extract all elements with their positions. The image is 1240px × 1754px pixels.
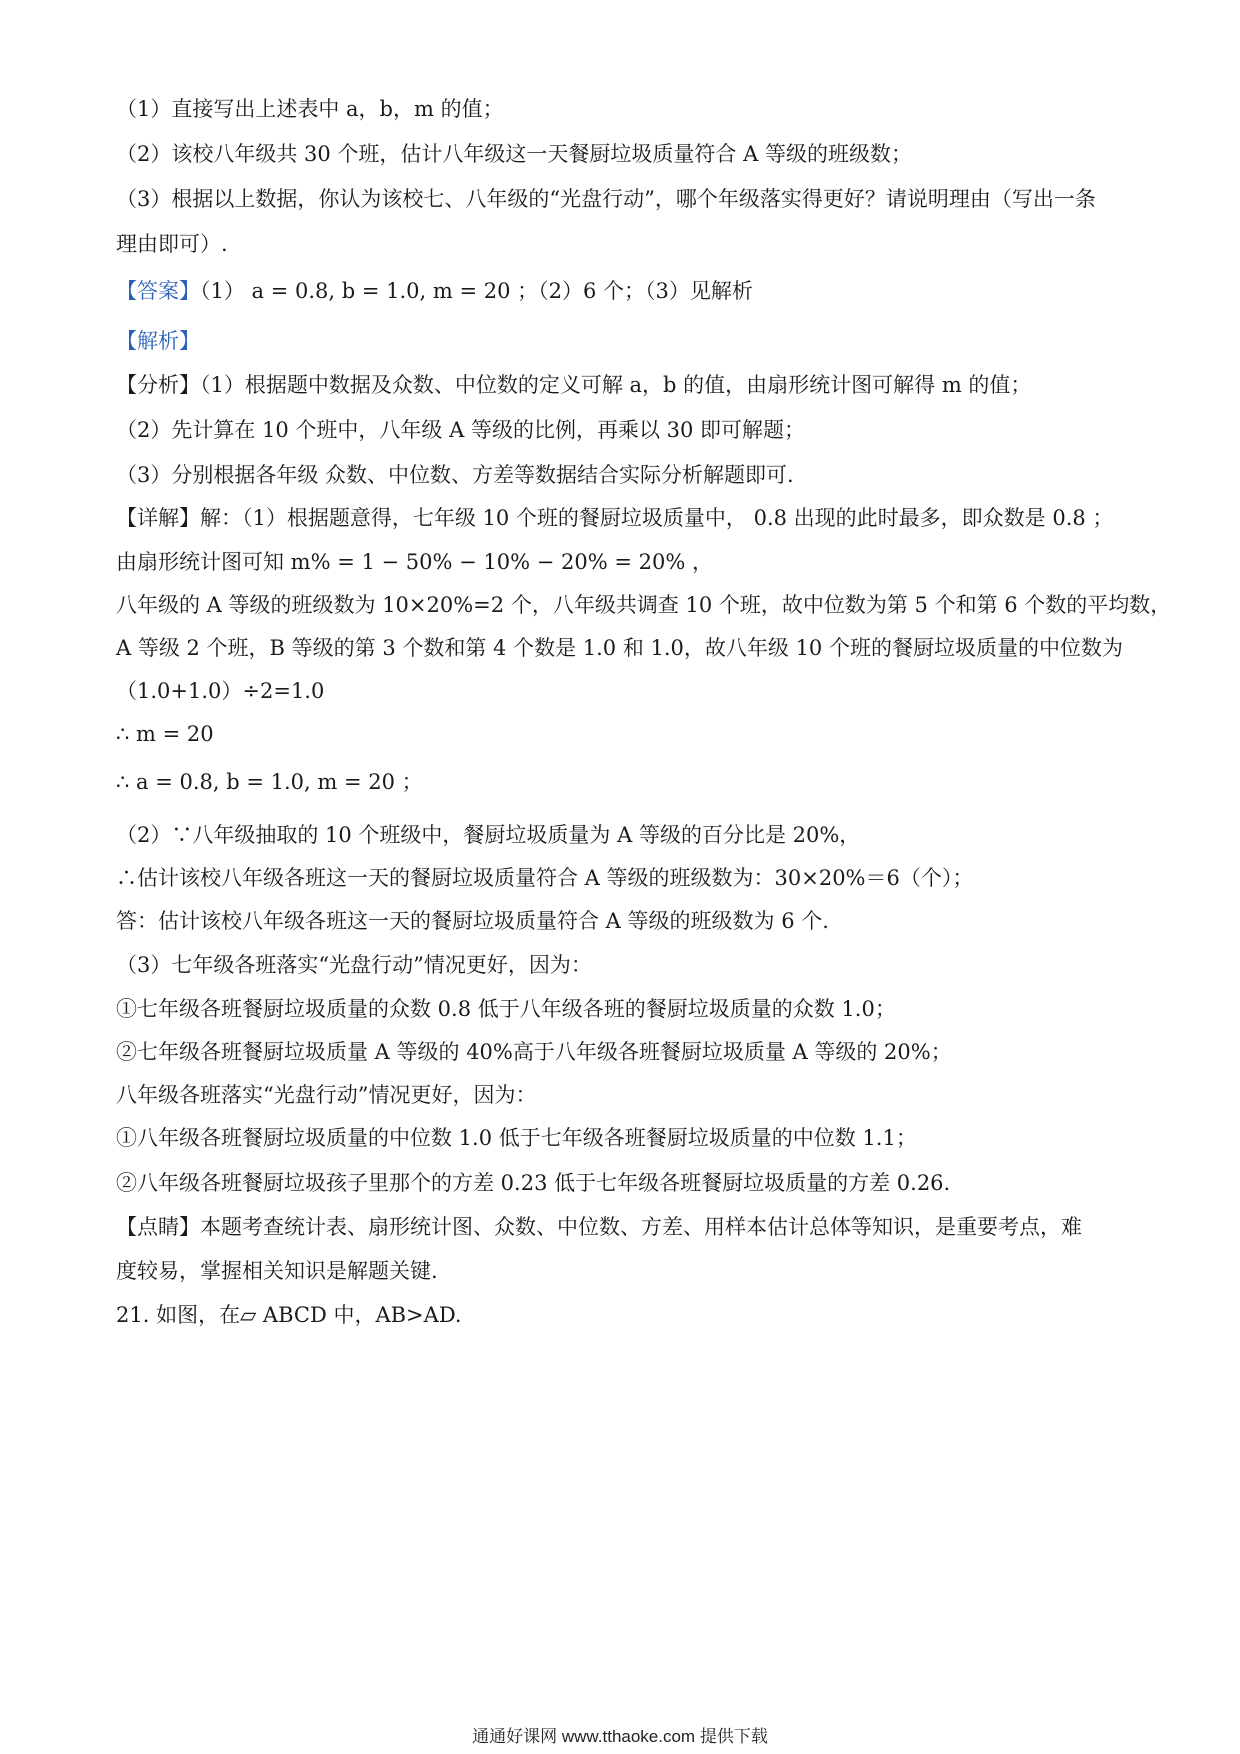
comment-line-2: 度较易，掌握相关知识是解题关键. [116, 1259, 438, 1283]
detail-line-6: ∴ m = 20 [116, 722, 214, 746]
answer-line [116, 276, 1126, 306]
detail-line-10: 答：估计该校八年级各班这一天的餐厨垃圾质量符合 A 等级的班级数为 6 个. [116, 909, 829, 933]
fenxi-tag: 【分析】 [116, 373, 200, 397]
analysis-tag: 【解析】 [116, 329, 200, 353]
question-part-3-cont: 理由即可）. [116, 232, 228, 256]
comment-tag: 【点睛】 [116, 1215, 200, 1239]
detail-line-2: 由扇形统计图可知 m% = 1 − 50% − 10% − 20% = 20% ， [116, 550, 714, 574]
comment-line-1 [116, 1212, 1126, 1242]
fenxi-line-1 [116, 370, 1126, 400]
page-footer: 通通好课网 www.tthaoke.com 提供下载 [472, 1727, 768, 1746]
fenxi-line-2: （2）先计算在 10 个班中，八年级 A 等级的比例，再乘以 30 即可解题； [116, 418, 806, 442]
detail-line-4: A 等级 2 个班，B 等级的第 3 个数和第 4 个数是 1.0 和 1.0，故八年级 10 个班的餐厨垃圾质量的中位数为 [116, 636, 1123, 660]
detail-line-11: （3）七年级各班落实“光盘行动”情况更好，因为： [116, 953, 592, 977]
fenxi-line-3: （3）分别根据各年级 众数、中位数、方差等数据结合实际分析解题即可. [116, 463, 794, 487]
detail-tag: 【详解】 [116, 506, 200, 530]
answer-tag: 【答案】 [116, 279, 200, 303]
detail-line-13: ②七年级各班餐厨垃圾质量 A 等级的 40%高于八年级各班餐厨垃圾质量 A 等级的 20%； [116, 1040, 952, 1064]
detail-line-8: （2）∵八年级抽取的 10 个班级中，餐厨垃圾质量为 A 等级的百分比是 20%， [116, 823, 861, 847]
detail-line-9: ∴估计该校八年级各班这一天的餐厨垃圾质量符合 A 等级的班级数为：30×20%＝6（个）； [116, 866, 974, 890]
detail-line-1 [116, 503, 1126, 533]
question-part-3: （3）根据以上数据，你认为该校七、八年级的“光盘行动”，哪个年级落实得更好？请说明理由（写出一条 [116, 187, 1096, 211]
comment-text: 本题考查统计表、扇形统计图、众数、中位数、方差、用样本估计总体等知识，是重要考点，难 [200, 1215, 1082, 1239]
detail-text: 解：（1）根据题意得，七年级 10 个班的餐厨垃圾质量中， 0.8 出现的此时最多，即众数是 0.8 ； [200, 506, 1114, 530]
answer-text: （1） a = 0.8, b = 1.0, m = 20 ；（2）6 个；（3）见解析 [200, 279, 753, 303]
detail-line-12: ①七年级各班餐厨垃圾质量的众数 0.8 低于八年级各班的餐厨垃圾质量的众数 1.0； [116, 997, 896, 1021]
question-part-2: （2）该校八年级共 30 个班，估计八年级这一天餐厨垃圾质量符合 A 等级的班级数； [116, 142, 912, 166]
fenxi-text: （1）根据题中数据及众数、中位数的定义可解 a，b 的值，由扇形统计图可解得 m 的值； [200, 373, 1032, 397]
detail-line-5: （1.0+1.0）÷2=1.0 [116, 679, 325, 703]
detail-line-7: ∴ a = 0.8, b = 1.0, m = 20 ； [116, 770, 423, 794]
question-part-1: （1）直接写出上述表中 a，b，m 的值； [116, 97, 504, 121]
detail-line-15: ①八年级各班餐厨垃圾质量的中位数 1.0 低于七年级各班餐厨垃圾质量的中位数 1.1； [116, 1126, 917, 1150]
detail-line-3: 八年级的 A 等级的班级数为 10×20%=2 个，八年级共调查 10 个班，故中位数为第 5 个和第 6 个数的平均数， [116, 593, 1172, 617]
detail-line-14: 八年级各班落实“光盘行动”情况更好，因为： [116, 1083, 537, 1107]
detail-line-16: ②八年级各班餐厨垃圾孩子里那个的方差 0.23 低于七年级各班餐厨垃圾质量的方差 0.26. [116, 1171, 951, 1195]
next-question: 21. 如图，在▱ ABCD 中，AB>AD. [116, 1303, 462, 1327]
analysis-heading [116, 326, 1126, 356]
